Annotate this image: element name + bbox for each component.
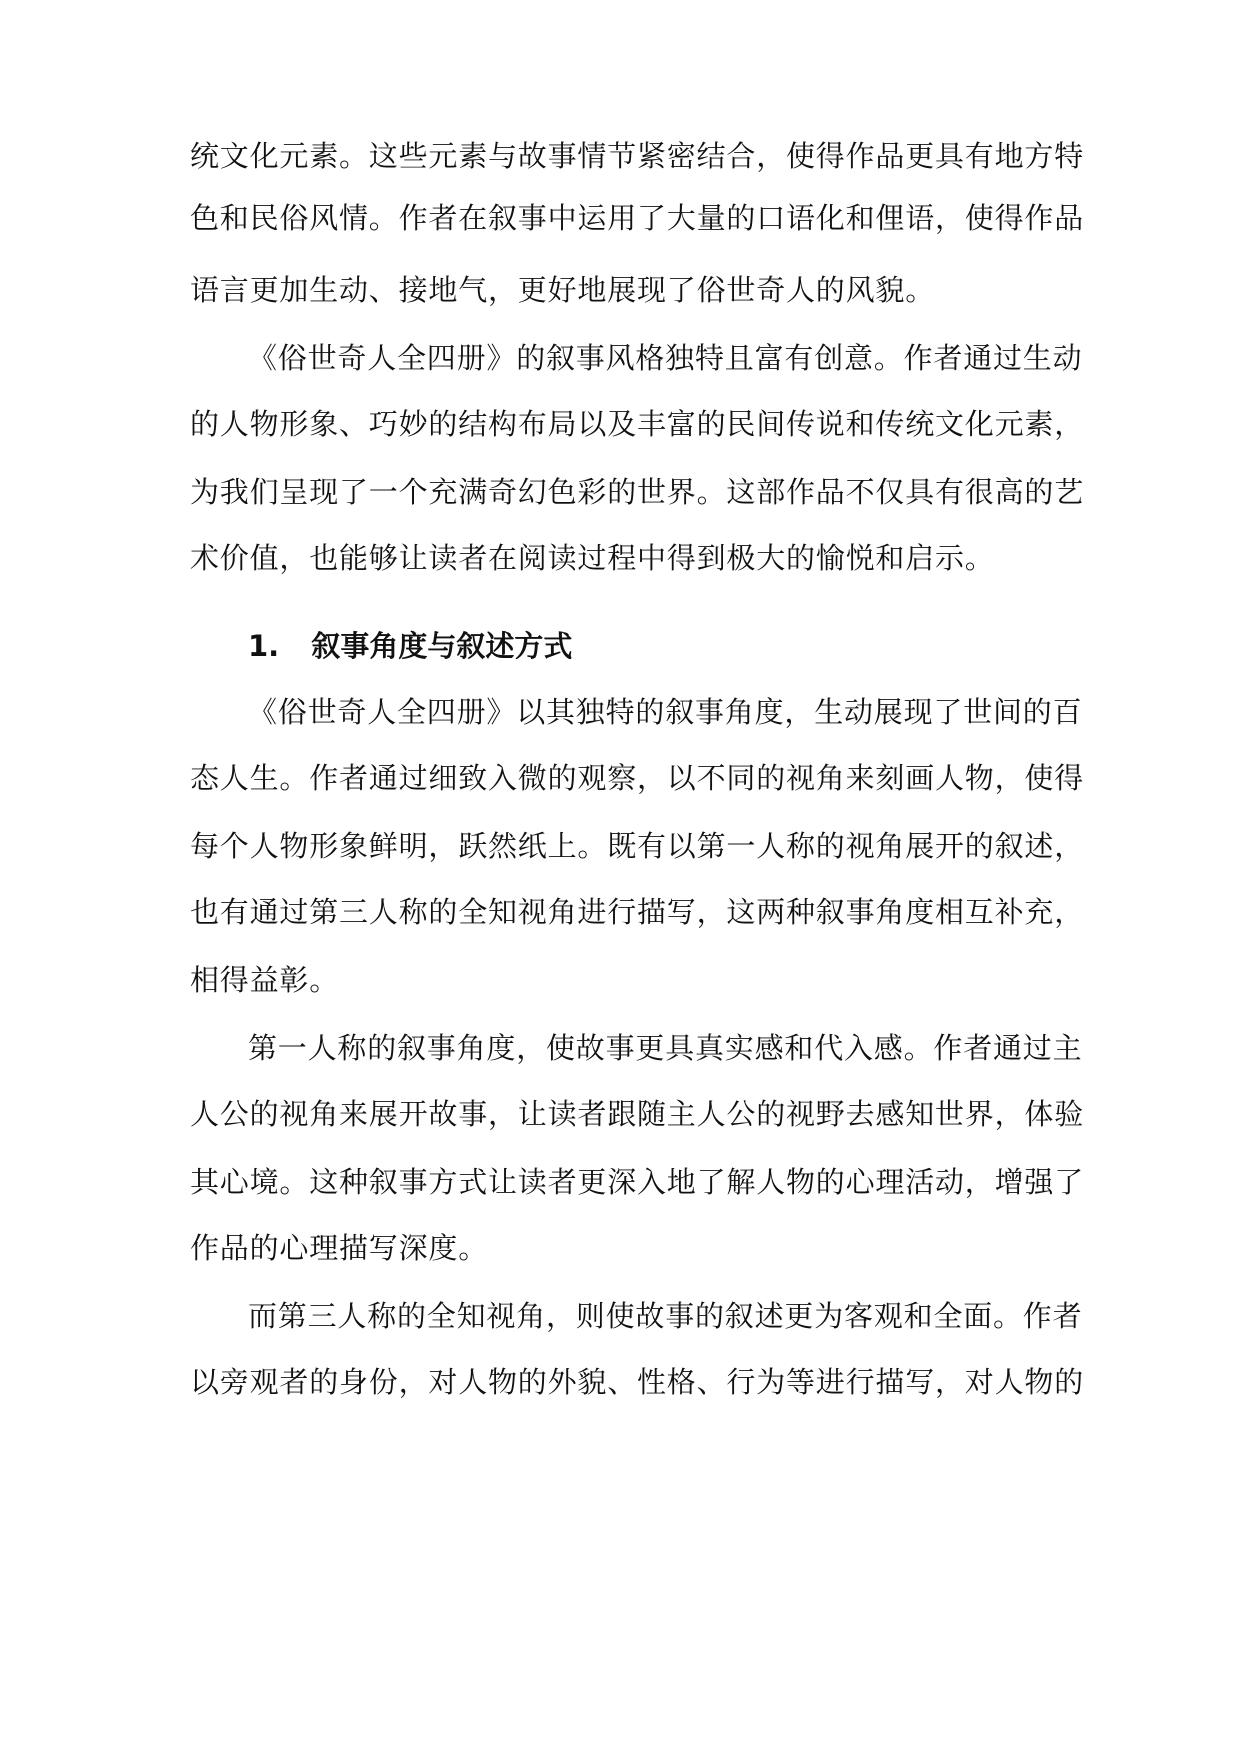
- paragraph-3-line-2: 以旁观者的身份，对人物的外貌、性格、行为等进行描写，对人物的: [190, 1365, 1085, 1399]
- intro-line-3: 语言更加生动、接地气，更好地展现了俗世奇人的风貌。: [190, 273, 936, 307]
- section-heading-number: 1.: [248, 629, 280, 663]
- summary-line-2: 的人物形象、巧妙的结构布局以及丰富的民间传说和传统文化元素，: [190, 407, 1085, 441]
- paragraph-1-line-1: 《俗世奇人全四册》以其独特的叙事角度，生动展现了世间的百: [248, 695, 1083, 729]
- paragraph-2-line-3: 其心境。这种叙事方式让读者更深入地了解人物的心理活动，增强了: [190, 1165, 1085, 1199]
- paragraph-1-line-2: 态人生。作者通过细致入微的观察，以不同的视角来刻画人物，使得: [190, 761, 1085, 795]
- paragraph-1-line-5: 相得益彰。: [190, 963, 340, 997]
- summary-line-4: 术价值，也能够让读者在阅读过程中得到极大的愉悦和启示。: [190, 541, 995, 575]
- summary-line-3: 为我们呈现了一个充满奇幻色彩的世界。这部作品不仅具有很高的艺: [190, 475, 1085, 509]
- paragraph-2-line-1: 第一人称的叙事角度，使故事更具真实感和代入感。作者通过主: [248, 1031, 1083, 1065]
- paragraph-3-line-1: 而第三人称的全知视角，则使故事的叙述更为客观和全面。作者: [248, 1299, 1083, 1333]
- paragraph-2-line-4: 作品的心理描写深度。: [190, 1231, 489, 1265]
- intro-line-1: 统文化元素。这些元素与故事情节紧密结合，使得作品更具有地方特: [190, 139, 1085, 173]
- intro-line-2: 色和民俗风情。作者在叙事中运用了大量的口语化和俚语，使得作品: [190, 201, 1085, 235]
- paragraph-2-line-2: 人公的视角来展开故事，让读者跟随主人公的视野去感知世界，体验: [190, 1097, 1085, 1131]
- section-heading-title: 叙事角度与叙述方式: [311, 629, 573, 663]
- paragraph-1-line-4: 也有通过第三人称的全知视角进行描写，这两种叙事角度相互补充，: [190, 895, 1085, 929]
- paragraph-1-line-3: 每个人物形象鲜明，跃然纸上。既有以第一人称的视角展开的叙述，: [190, 829, 1085, 863]
- summary-line-1: 《俗世奇人全四册》的叙事风格独特且富有创意。作者通过生动: [248, 341, 1083, 375]
- section-heading: [248, 626, 948, 666]
